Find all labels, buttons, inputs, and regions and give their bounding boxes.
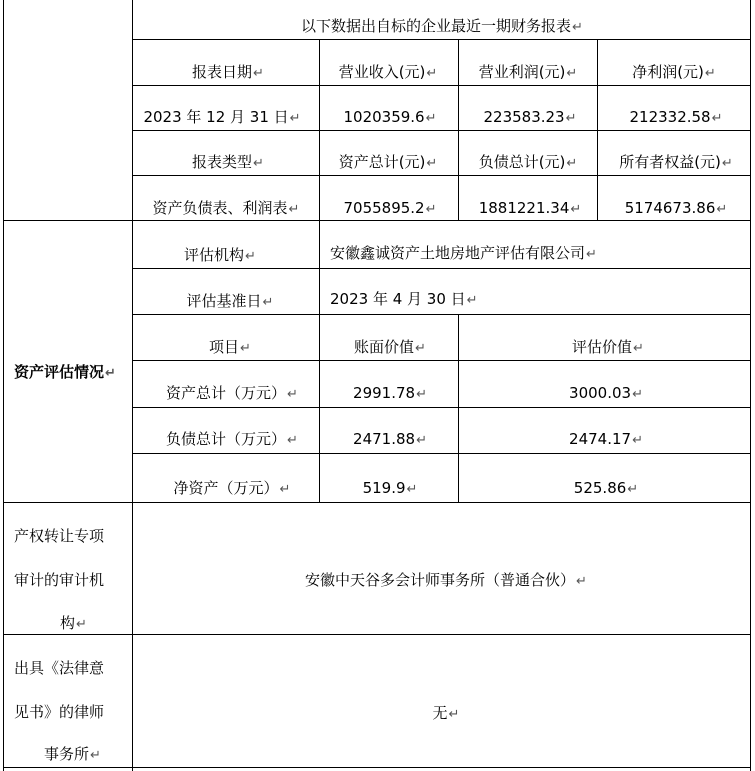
- base-date-label: 评估基准日↵: [186, 292, 274, 310]
- value-report-date: 2023 年 12 月 31 日↵: [143, 108, 301, 126]
- row-total-assets-appraised: 3000.03↵: [569, 384, 643, 402]
- agency-value: 安徽鑫诚资产土地房地产评估有限公司↵: [330, 244, 597, 262]
- header-report-type: 报表类型↵: [192, 153, 264, 171]
- row-total-assets-item: 资产总计（万元）↵: [166, 384, 298, 402]
- audit-label-line-1: 产权转让专项: [14, 527, 105, 545]
- header-net-profit: 净利润(元)↵: [632, 63, 716, 81]
- audit-value: 安徽中天谷多会计师事务所（普通合伙）↵: [305, 571, 587, 589]
- audit-label-line-2: 审计的审计机: [14, 571, 105, 589]
- header-total-assets: 资产总计(元)↵: [338, 153, 438, 171]
- row-net-assets-item: 净资产（万元）↵: [173, 479, 291, 497]
- law-firm-label-line-1: 出具《法律意: [14, 659, 105, 677]
- column-item: 项目↵: [209, 338, 251, 356]
- value-revenue: 1020359.6↵: [343, 108, 437, 126]
- value-net-profit: 212332.58↵: [629, 108, 723, 126]
- law-firm-label-line-2: 见书》的律师: [14, 703, 105, 721]
- agency-label: 评估机构↵: [184, 246, 256, 264]
- header-total-liabilities: 负债总计(元)↵: [478, 153, 578, 171]
- audit-label-line-3: 构↵: [60, 614, 87, 632]
- column-appraised-value: 评估价值↵: [572, 338, 644, 356]
- row-total-liabilities-book: 2471.88↵: [353, 430, 427, 448]
- law-firm-value: 无↵: [432, 704, 460, 722]
- header-operating-profit: 营业利润(元)↵: [478, 63, 578, 81]
- row-total-liabilities-item: 负债总计（万元）↵: [166, 430, 298, 448]
- row-total-liabilities-appraised: 2474.17↵: [569, 430, 643, 448]
- base-date-value: 2023 年 4 月 30 日↵: [330, 290, 478, 308]
- value-total-assets: 7055895.2↵: [343, 199, 437, 217]
- financial-heading: 以下数据出自标的企业最近一期财务报表↵: [301, 17, 583, 35]
- header-owners-equity: 所有者权益(元)↵: [619, 153, 733, 171]
- header-report-date: 报表日期↵: [192, 63, 264, 81]
- row-net-assets-book: 519.9↵: [362, 479, 418, 497]
- value-owners-equity: 5174673.86↵: [624, 199, 728, 217]
- row-net-assets-appraised: 525.86↵: [573, 479, 639, 497]
- row-total-assets-book: 2991.78↵: [353, 384, 427, 402]
- law-firm-label-line-3: 事务所↵: [44, 745, 101, 763]
- column-book-value: 账面价值↵: [354, 338, 426, 356]
- asset-evaluation-label: 资产评估情况↵: [14, 363, 116, 381]
- value-total-liabilities: 1881221.34↵: [478, 199, 582, 217]
- value-operating-profit: 223583.23↵: [483, 108, 577, 126]
- header-revenue: 营业收入(元)↵: [338, 63, 438, 81]
- value-report-type: 资产负债表、利润表↵: [152, 199, 300, 217]
